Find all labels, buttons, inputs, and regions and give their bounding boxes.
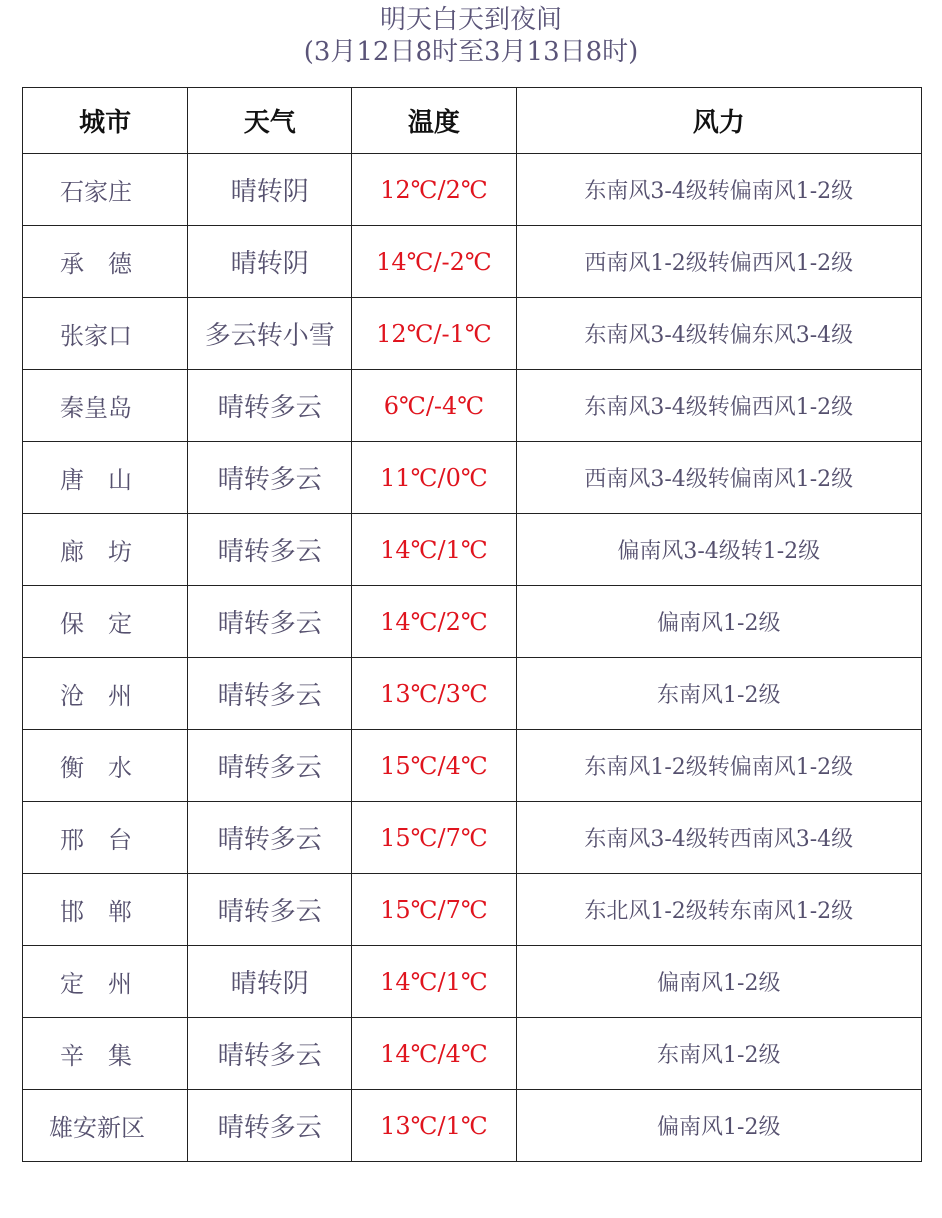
weather-cell: 晴转多云 <box>188 370 352 442</box>
wind-cell: 东北风1-2级转东南风1-2级 <box>516 874 921 946</box>
temperature-cell: 14℃/2℃ <box>352 586 516 658</box>
weather-cell: 晴转多云 <box>188 730 352 802</box>
title-line-dates: (3月12日8时至3月13日8时) <box>303 37 639 67</box>
table-row <box>23 1090 922 1162</box>
table-row <box>23 226 922 298</box>
weather-cell: 晴转阴 <box>188 154 352 226</box>
city-cell: 邢台 <box>23 802 188 874</box>
weather-cell: 晴转多云 <box>188 514 352 586</box>
city-cell: 承德 <box>23 226 188 298</box>
temperature-cell: 15℃/7℃ <box>352 874 516 946</box>
city-cell: 石家庄 <box>23 154 188 226</box>
header-wind: 风力 <box>516 88 921 154</box>
city-cell: 廊坊 <box>23 514 188 586</box>
weather-cell: 晴转阴 <box>188 226 352 298</box>
header-city: 城市 <box>23 88 188 154</box>
table-row <box>23 802 922 874</box>
weather-cell: 晴转多云 <box>188 442 352 514</box>
temperature-cell: 13℃/1℃ <box>352 1090 516 1162</box>
wind-cell: 偏南风1-2级 <box>516 946 921 1018</box>
forecast-table <box>22 87 922 1162</box>
weather-cell: 晴转多云 <box>188 586 352 658</box>
page-title <box>0 4 942 68</box>
table-row <box>23 514 922 586</box>
city-cell: 衡水 <box>23 730 188 802</box>
temperature-cell: 15℃/7℃ <box>352 802 516 874</box>
weather-cell: 晴转多云 <box>188 874 352 946</box>
header-temperature: 温度 <box>352 88 516 154</box>
wind-cell: 西南风1-2级转偏西风1-2级 <box>516 226 921 298</box>
temperature-cell: 11℃/0℃ <box>352 442 516 514</box>
weather-cell: 晴转多云 <box>188 658 352 730</box>
table-row <box>23 442 922 514</box>
table-row <box>23 946 922 1018</box>
city-cell: 唐山 <box>23 442 188 514</box>
weather-cell: 晴转阴 <box>188 946 352 1018</box>
temperature-cell: 13℃/3℃ <box>352 658 516 730</box>
city-cell: 辛集 <box>23 1018 188 1090</box>
wind-cell: 西南风3-4级转偏南风1-2级 <box>516 442 921 514</box>
wind-cell: 东南风3-4级转偏南风1-2级 <box>516 154 921 226</box>
city-cell: 秦皇岛 <box>23 370 188 442</box>
temperature-cell: 14℃/1℃ <box>352 514 516 586</box>
wind-cell: 东南风1-2级 <box>516 658 921 730</box>
city-cell: 保定 <box>23 586 188 658</box>
temperature-cell: 6℃/-4℃ <box>352 370 516 442</box>
table-row <box>23 658 922 730</box>
wind-cell: 偏南风3-4级转1-2级 <box>516 514 921 586</box>
temperature-cell: 12℃/2℃ <box>352 154 516 226</box>
wind-cell: 东南风1-2级转偏南风1-2级 <box>516 730 921 802</box>
header-weather: 天气 <box>188 88 352 154</box>
table-row <box>23 730 922 802</box>
wind-cell: 偏南风1-2级 <box>516 1090 921 1162</box>
table-row <box>23 586 922 658</box>
title-line-period: 明天白天到夜间 <box>379 5 562 35</box>
weather-cell: 晴转多云 <box>188 802 352 874</box>
table-row <box>23 874 922 946</box>
wind-cell: 东南风3-4级转西南风3-4级 <box>516 802 921 874</box>
temperature-cell: 14℃/4℃ <box>352 1018 516 1090</box>
city-cell: 雄安新区 <box>23 1090 188 1162</box>
weather-cell: 多云转小雪 <box>188 298 352 370</box>
weather-cell: 晴转多云 <box>188 1090 352 1162</box>
wind-cell: 偏南风1-2级 <box>516 586 921 658</box>
table-header-row <box>23 88 922 154</box>
weather-cell: 晴转多云 <box>188 1018 352 1090</box>
city-cell: 张家口 <box>23 298 188 370</box>
city-cell: 沧州 <box>23 658 188 730</box>
temperature-cell: 14℃/-2℃ <box>352 226 516 298</box>
temperature-cell: 12℃/-1℃ <box>352 298 516 370</box>
city-cell: 定州 <box>23 946 188 1018</box>
table-row <box>23 298 922 370</box>
city-cell: 邯郸 <box>23 874 188 946</box>
wind-cell: 东南风1-2级 <box>516 1018 921 1090</box>
temperature-cell: 14℃/1℃ <box>352 946 516 1018</box>
wind-cell: 东南风3-4级转偏西风1-2级 <box>516 370 921 442</box>
table-row <box>23 1018 922 1090</box>
wind-cell: 东南风3-4级转偏东风3-4级 <box>516 298 921 370</box>
table-row <box>23 154 922 226</box>
table-row <box>23 370 922 442</box>
temperature-cell: 15℃/4℃ <box>352 730 516 802</box>
